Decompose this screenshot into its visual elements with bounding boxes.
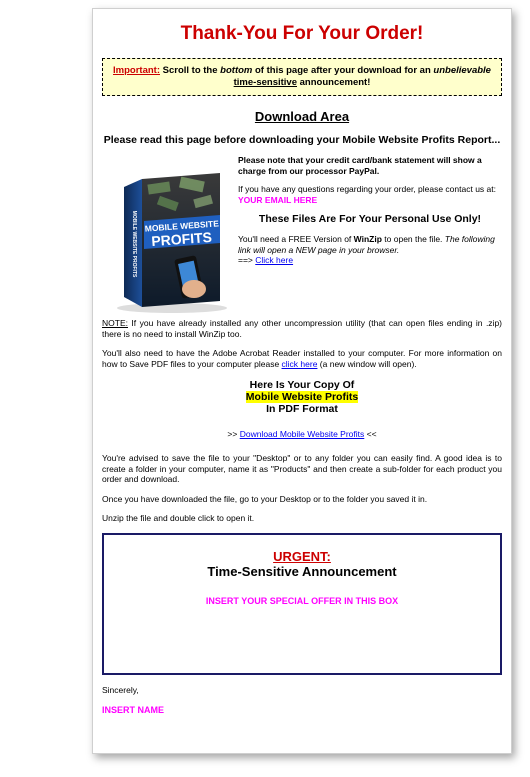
personal-use-heading: These Files Are For Your Personal Use Only! [258, 213, 482, 225]
instruction-paragraph-3: Unzip the file and double click to open it. [102, 513, 255, 523]
download-link-post: << [364, 429, 377, 439]
important-text-bottom: bottom [220, 65, 253, 76]
product-row [102, 155, 502, 314]
winzip-click-here-link[interactable]: Click here [255, 255, 294, 265]
page-title: Thank-You For Your Order! [180, 23, 424, 44]
copy-heading-line1: Here Is Your Copy Of [249, 379, 355, 391]
note-text: If you have already installed any other uncompression utility (that can open files ending in .zip) there is no need to install WinZip too. [102, 318, 502, 339]
order-info-column [230, 155, 502, 314]
ebook-cover-graphic [102, 169, 230, 314]
download-link-pre: >> [227, 429, 240, 439]
important-text-2: of this page after your download for an [252, 65, 434, 76]
note-label: NOTE: [102, 318, 128, 328]
important-notice [102, 58, 502, 96]
instruction-paragraph-1: You're advised to save the file to your "Desktop" or to any folder you can easily find. A good idea is to create a folder in your computer, name it as "Products" and then create a sub-folder for each product you order and download. [102, 453, 502, 484]
cover-title-line2: PROFITS [150, 228, 213, 250]
paypal-note: Please note that your credit card/bank statement will show a charge from our processor PayPal. [238, 155, 482, 176]
cover-spine-text: MOBILE WEBSITE PROFITS [131, 210, 137, 278]
important-text-3: announcement! [297, 77, 371, 88]
important-text-1: Scroll to the [159, 65, 221, 76]
instruction-paragraph-2: Once you have downloaded the file, go to your Desktop or to the folder you saved it in. [102, 493, 428, 504]
cover-title-line1: MOBILE WEBSITE [144, 218, 220, 234]
copy-heading-product: Mobile Website Profits [245, 391, 359, 403]
special-offer-placeholder: INSERT YOUR SPECIAL OFFER IN THIS BOX [205, 595, 399, 606]
urgent-announcement-box [102, 533, 502, 675]
support-email: YOUR EMAIL HERE [238, 194, 318, 205]
instructions-section [102, 318, 502, 369]
winzip-text-d: The following link will open a NEW page in your browser. [238, 234, 495, 255]
copy-heading [102, 379, 502, 415]
acrobat-text-a: You'll also need to have the Adobe Acrobat Reader installed to your computer. For more information on how to Save PDF files to your computer please [102, 348, 502, 369]
important-label: Important: [113, 65, 160, 76]
ebook-cover-image [102, 169, 230, 314]
sales-page [92, 8, 512, 754]
download-area-heading: Download Area [254, 109, 350, 124]
important-text-time-sensitive: time-sensitive [233, 77, 297, 88]
save-instructions [102, 453, 502, 524]
signature-name: INSERT NAME [102, 704, 165, 715]
read-note: Please read this page before downloading your Mobile Website Profits Report... [103, 134, 501, 146]
acrobat-click-here-link[interactable]: click here [281, 358, 318, 369]
winzip-paragraph [238, 234, 502, 266]
winzip-text-a: You'll need a FREE Version of [238, 234, 354, 244]
arrow-text: ==> [238, 255, 256, 265]
contact-text: If you have any questions regarding your order, please contact us at: [238, 184, 496, 194]
copy-heading-line3: In PDF Format [266, 403, 338, 415]
urgent-subtitle: Time-Sensitive Announcement [207, 563, 397, 579]
acrobat-paragraph [102, 348, 502, 369]
note-paragraph [102, 318, 502, 339]
winzip-name: WinZip [353, 234, 382, 244]
sign-off: Sincerely, [102, 684, 139, 695]
contact-paragraph [238, 184, 502, 205]
winzip-text-c: to open the file. [381, 234, 445, 244]
important-text-unbelievable: unbelievable [433, 65, 491, 76]
download-link-line [102, 429, 502, 439]
download-product-link[interactable]: Download Mobile Website Profits [239, 429, 365, 439]
urgent-title: URGENT: [273, 548, 331, 564]
acrobat-text-b: (a new window will open). [317, 358, 417, 369]
